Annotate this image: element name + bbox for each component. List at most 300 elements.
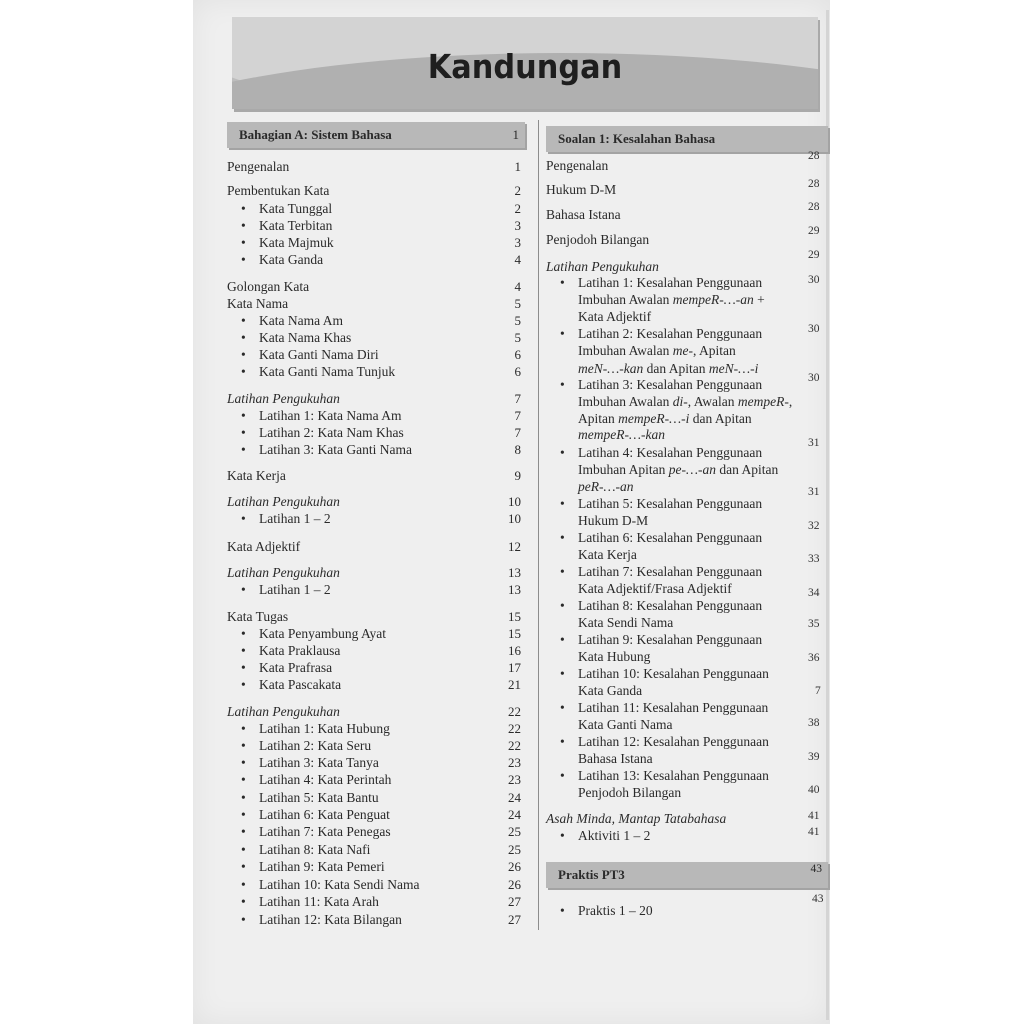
toc-entry-page: 2 — [514, 201, 521, 216]
toc-entry-label — [241, 659, 332, 676]
section-header-page: 43 — [810, 863, 822, 875]
toc-entry-page: 3 — [514, 218, 521, 233]
toc-entry-label — [241, 876, 419, 893]
toc-entry — [227, 467, 525, 484]
toc-entry-label — [241, 441, 412, 458]
entry-text: Latihan 3: Kata Tanya — [259, 755, 379, 770]
toc-entry — [227, 234, 525, 251]
entry-text: Kata Ganda — [578, 683, 643, 698]
toc-entry-page: 23 — [508, 755, 521, 770]
toc-entry-label — [241, 234, 334, 251]
toc-entry — [227, 510, 525, 527]
entry-text: Latihan Pengukuhan — [227, 704, 340, 719]
toc-entry — [227, 329, 525, 346]
toc-entry — [546, 810, 826, 827]
toc-entry-page: 30 — [808, 323, 820, 335]
entry-text: Bahasa Istana — [546, 207, 621, 222]
toc-entry — [546, 767, 826, 784]
toc-entry-page: 26 — [508, 859, 521, 874]
entry-text: Kata Nama Khas — [259, 330, 352, 345]
toc-entry-page: 23 — [508, 772, 521, 787]
entry-text: Latihan 6: Kesalahan Penggunaan — [578, 530, 763, 545]
toc-entry — [227, 312, 525, 329]
entry-text: Imbuhan Apitan — [578, 462, 669, 477]
toc-entry-label — [578, 716, 672, 733]
entry-text: Latihan 5: Kata Bantu — [259, 790, 379, 805]
toc-entry-page: 32 — [808, 520, 820, 532]
entry-affix: mempeR- — [737, 394, 789, 409]
toc-entry — [227, 424, 525, 441]
toc-entry-label — [560, 699, 768, 716]
toc-entry — [546, 682, 826, 699]
toc-entry-label — [241, 823, 391, 840]
toc-entry — [227, 295, 525, 312]
toc-entry-label — [241, 737, 371, 754]
toc-entry-label — [241, 911, 402, 928]
toc-entry-label — [241, 581, 331, 598]
toc-entry-label — [578, 291, 765, 308]
toc-entry — [227, 858, 525, 875]
toc-entry-page: 13 — [508, 582, 521, 597]
entry-text: Kata Ganti Nama Tunjuk — [259, 364, 396, 379]
toc-entry-label — [560, 563, 762, 580]
toc-entry-page: 15 — [508, 626, 521, 641]
toc-entry — [546, 393, 826, 410]
entry-text: Kata Sendi Nama — [578, 615, 674, 630]
toc-entry-page: 1 — [514, 159, 521, 174]
entry-text: Kata Ganti Nama Diri — [259, 347, 379, 362]
entry-text: Pengenalan — [546, 158, 609, 173]
toc-entry-label — [241, 841, 370, 858]
toc-entry — [227, 676, 525, 693]
entry-affix: pe-…-an — [668, 462, 716, 477]
toc-entry-page: 31 — [808, 486, 820, 498]
toc-entry — [227, 441, 525, 458]
toc-entry-label — [546, 810, 726, 827]
entry-text: Latihan 2: Kesalahan Penggunaan — [578, 326, 763, 341]
toc-entry — [227, 363, 525, 380]
toc-entry-label — [560, 902, 653, 919]
toc-entry-label — [227, 703, 340, 720]
toc-entry — [546, 342, 826, 359]
toc-entry-label — [241, 200, 332, 217]
toc-entry-label — [241, 720, 390, 737]
toc-entry — [546, 461, 826, 478]
toc-entry-page: 22 — [508, 721, 521, 736]
toc-entry — [546, 631, 826, 648]
toc-entry — [546, 495, 826, 512]
entry-text: dan Apitan — [643, 361, 709, 376]
toc-entry — [227, 841, 525, 858]
toc-entry-page: 28 — [808, 150, 820, 162]
entry-text: Latihan 8: Kesalahan Penggunaan — [578, 598, 763, 613]
toc-entry — [227, 608, 525, 625]
toc-entry — [227, 278, 525, 295]
entry-text: Kata Terbitan — [259, 218, 333, 233]
toc-entry-page: 15 — [508, 609, 521, 624]
toc-entry-page: 7 — [514, 391, 521, 406]
entry-text: Latihan 1 – 2 — [259, 582, 331, 597]
toc-entry-page: 43 — [812, 893, 824, 905]
toc-entry — [546, 376, 826, 393]
entry-text: Asah Minda, Mantap Tatabahasa — [546, 811, 727, 826]
entry-text: Imbuhan Awalan — [578, 394, 673, 409]
entry-text: Kata Nama — [227, 296, 289, 311]
entry-affix: meN-…-kan — [578, 361, 644, 376]
entry-text: Kata Adjektif — [578, 309, 652, 324]
toc-entry-label — [227, 564, 340, 581]
section-header-bahagian-a — [227, 122, 525, 148]
toc-entry-page: 7 — [815, 685, 821, 697]
toc-entry-page: 29 — [808, 249, 820, 261]
toc-entry — [227, 182, 525, 199]
entry-text: Kata Nama Am — [259, 313, 343, 328]
entry-text: Kata Ganda — [259, 252, 324, 267]
toc-entry-label — [578, 393, 792, 410]
entry-text: Kata Prafrasa — [259, 660, 333, 675]
toc-entry-page: 21 — [508, 677, 521, 692]
toc-entry — [546, 750, 826, 767]
entry-text: Latihan 9: Kata Pemeri — [259, 859, 385, 874]
toc-entry — [546, 274, 826, 291]
toc-entry-label — [241, 510, 331, 527]
toc-entry — [227, 251, 525, 268]
toc-entry — [546, 827, 826, 844]
toc-entry — [227, 703, 525, 720]
toc-entry — [546, 699, 826, 716]
entry-text: Latihan 1: Kesalahan Penggunaan — [578, 275, 763, 290]
toc-entry-page: 7 — [514, 408, 521, 423]
entry-text: Penjodoh Bilangan — [546, 232, 650, 247]
entry-affix: mempeR-…-i — [618, 411, 690, 426]
entry-affix: me- — [672, 343, 693, 358]
section-header-label: Soalan 1: Kesalahan Bahasa — [558, 131, 716, 146]
toc-entry — [227, 217, 525, 234]
toc-entry-label — [241, 893, 379, 910]
toc-entry-label — [241, 789, 379, 806]
entry-text: , Apitan — [693, 343, 736, 358]
entry-text: Kata Praklausa — [259, 643, 341, 658]
toc-entry-page: 25 — [508, 842, 521, 857]
toc-entry-page: 22 — [508, 738, 521, 753]
toc-entry-label — [241, 407, 401, 424]
toc-entry — [546, 157, 826, 174]
toc-entry-label — [241, 771, 391, 788]
toc-entry-label — [227, 278, 309, 295]
toc-entry-label — [560, 529, 762, 546]
toc-entry-label — [227, 158, 289, 175]
toc-entry-label — [227, 608, 288, 625]
toc-entry-label — [578, 750, 653, 767]
toc-entry-label — [578, 360, 758, 377]
toc-entry — [227, 771, 525, 788]
toc-entry-page: 17 — [508, 660, 521, 675]
toc-entry — [227, 200, 525, 217]
entry-text: Latihan 10: Kata Sendi Nama — [259, 877, 420, 892]
entry-affix: meN-…-i — [708, 361, 759, 376]
toc-entry-label — [241, 858, 385, 875]
toc-entry-page: 33 — [808, 553, 820, 565]
toc-entry-page: 24 — [508, 790, 521, 805]
toc-entry — [546, 597, 826, 614]
toc-entry — [546, 258, 826, 275]
toc-entry-label — [578, 308, 651, 325]
toc-entry-label — [227, 493, 340, 510]
toc-entry-page: 16 — [508, 643, 521, 658]
toc-entry-page: 5 — [514, 296, 521, 311]
toc-entry-label — [578, 478, 633, 495]
toc-entry — [227, 407, 525, 424]
entry-text: Latihan 7: Kata Penegas — [259, 824, 391, 839]
toc-entry-label — [241, 346, 379, 363]
entry-text: Latihan 5: Kesalahan Penggunaan — [578, 496, 763, 511]
toc-entry — [546, 512, 826, 529]
toc-entry — [227, 346, 525, 363]
toc-entry-label — [578, 410, 752, 427]
toc-entry — [546, 529, 826, 546]
entry-text: Latihan 1 – 2 — [259, 511, 331, 526]
entry-text: Latihan Pengukuhan — [227, 494, 340, 509]
toc-entry-label — [560, 665, 769, 682]
toc-entry-page: 7 — [514, 425, 521, 440]
section-header-praktis-pt3 — [546, 862, 828, 888]
toc-entry — [546, 426, 826, 443]
toc-entry-label — [560, 274, 762, 291]
entry-text: Latihan 2: Kata Nam Khas — [259, 425, 404, 440]
toc-entry-page: 38 — [808, 717, 820, 729]
toc-entry-page: 26 — [508, 877, 521, 892]
entry-text: Golongan Kata — [227, 279, 310, 294]
section-header-label: Praktis PT3 — [558, 867, 625, 882]
toc-entry-page: 27 — [508, 894, 521, 909]
toc-entry-label — [241, 312, 343, 329]
toc-entry — [227, 720, 525, 737]
toc-entry — [546, 784, 826, 801]
toc-entry — [227, 390, 525, 407]
toc-entry-label — [241, 625, 386, 642]
toc-entry — [227, 158, 525, 175]
toc-entry — [546, 902, 826, 919]
entry-text: Latihan 9: Kesalahan Penggunaan — [578, 632, 763, 647]
toc-entry — [546, 546, 826, 563]
toc-entry-page: 27 — [508, 912, 521, 927]
entry-text: Imbuhan Awalan — [578, 292, 673, 307]
toc-entry-label — [546, 258, 659, 275]
toc-entry-label — [578, 512, 648, 529]
column-divider — [538, 120, 539, 930]
toc-entry-label — [560, 325, 762, 342]
toc-entry-page: 25 — [508, 824, 521, 839]
toc-entry-page: 40 — [808, 784, 820, 796]
entry-text: Latihan 12: Kata Bilangan — [259, 912, 402, 927]
entry-text: Latihan 11: Kesalahan Penggunaan — [578, 700, 769, 715]
entry-text: Hukum D-M — [546, 182, 617, 197]
section-header-label: Bahagian A: Sistem Bahasa — [239, 127, 392, 142]
entry-text: , — [788, 394, 793, 409]
toc-entry — [546, 410, 826, 427]
toc-entry-label — [241, 217, 332, 234]
toc-entry-label — [241, 642, 340, 659]
entry-text: Latihan 2: Kata Seru — [259, 738, 372, 753]
toc-entry-label — [227, 295, 288, 312]
toc-entry-page: 34 — [808, 587, 820, 599]
toc-entry — [546, 231, 826, 248]
entry-affix: peR-…-an — [578, 479, 634, 494]
toc-entry-label — [560, 597, 762, 614]
toc-entry — [546, 291, 826, 308]
toc-entry-page: 30 — [808, 274, 820, 286]
toc-entry — [546, 648, 826, 665]
entry-text: Imbuhan Awalan — [578, 343, 673, 358]
entry-text: Kata Hubung — [578, 649, 651, 664]
toc-entry-page: 6 — [514, 347, 521, 362]
toc-entry-label — [560, 495, 762, 512]
toc-entry — [227, 581, 525, 598]
toc-entry — [546, 614, 826, 631]
entry-text: Apitan — [578, 411, 619, 426]
entry-affix: di- — [672, 394, 688, 409]
entry-text: Pembentukan Kata — [227, 183, 330, 198]
toc-entry-label — [578, 614, 673, 631]
toc-entry-label — [578, 682, 642, 699]
entry-text: Kata Adjektif/Frasa Adjektif — [578, 581, 732, 596]
entry-text: Latihan 1: Kata Hubung — [259, 721, 390, 736]
toc-entry-page: 3 — [514, 235, 521, 250]
toc-entry — [227, 911, 525, 928]
entry-text: Praktis 1 – 20 — [578, 903, 653, 918]
toc-entry — [227, 876, 525, 893]
toc-entry — [546, 360, 826, 377]
toc-entry-page: 9 — [514, 468, 521, 483]
toc-entry-label — [560, 631, 762, 648]
toc-entry-label — [560, 827, 650, 844]
toc-entry-label — [227, 467, 286, 484]
entry-text: Latihan 4: Kesalahan Penggunaan — [578, 445, 763, 460]
toc-entry-label — [546, 231, 649, 248]
entry-text: dan Apitan — [716, 462, 779, 477]
toc-entry — [546, 733, 826, 750]
entry-text: Kata Ganti Nama — [578, 717, 673, 732]
entry-text: Latihan Pengukuhan — [227, 391, 340, 406]
toc-entry-label — [227, 182, 329, 199]
toc-entry — [227, 538, 525, 555]
toc-entry-label — [560, 444, 762, 461]
toc-entry-page: 10 — [508, 494, 521, 509]
toc-entry — [546, 325, 826, 342]
entry-text: Kata Kerja — [227, 468, 286, 483]
toc-entry-page: 4 — [514, 252, 521, 267]
toc-entry — [227, 789, 525, 806]
toc-entry-page: 2 — [514, 183, 521, 198]
toc-entry-page: 12 — [508, 539, 521, 554]
toc-entry-label — [560, 767, 769, 784]
toc-entry-page: 10 — [508, 511, 521, 526]
toc-entry-label — [578, 426, 665, 443]
toc-entry-label — [241, 676, 341, 693]
toc-entry-label — [241, 363, 395, 380]
toc-entry-label — [578, 580, 732, 597]
toc-entry-label — [241, 754, 379, 771]
toc-entry — [546, 716, 826, 733]
toc-entry — [546, 206, 826, 223]
toc-entry — [227, 737, 525, 754]
section-header-page: 1 — [512, 127, 519, 142]
entry-text: Latihan Pengukuhan — [227, 565, 340, 580]
entry-text: Latihan 12: Kesalahan Penggunaan — [578, 734, 769, 749]
toc-entry-page: 35 — [808, 618, 820, 630]
toc-entry-label — [546, 157, 608, 174]
toc-entry-label — [578, 648, 650, 665]
entry-text: Kata Tugas — [227, 609, 289, 624]
toc-entry-page: 22 — [508, 704, 521, 719]
toc-entry — [227, 806, 525, 823]
toc-entry-page: 28 — [808, 178, 820, 190]
entry-text: Latihan 4: Kata Perintah — [259, 772, 392, 787]
toc-entry — [546, 478, 826, 495]
page-title: Kandungan — [427, 47, 623, 86]
toc-entry — [227, 564, 525, 581]
entry-affix: mempeR-…-kan — [578, 427, 665, 442]
entry-text: Kata Kerja — [578, 547, 637, 562]
entry-text: Latihan 8: Kata Nafi — [259, 842, 371, 857]
entry-affix: mempeR-…-an — [672, 292, 754, 307]
toc-entry-label — [241, 806, 390, 823]
toc-entry-page: 29 — [808, 225, 820, 237]
toc-entry-label — [578, 546, 637, 563]
entry-text: dan Apitan — [689, 411, 752, 426]
toc-entry-label — [546, 206, 621, 223]
entry-text: Latihan 10: Kesalahan Penggunaan — [578, 666, 769, 681]
toc-entry — [546, 308, 826, 325]
toc-entry — [227, 823, 525, 840]
toc-entry — [546, 665, 826, 682]
toc-entry — [546, 181, 826, 198]
entry-text: Pengenalan — [227, 159, 290, 174]
entry-text: Latihan 13: Kesalahan Penggunaan — [578, 768, 769, 783]
toc-entry — [546, 444, 826, 461]
toc-entry-label — [578, 461, 778, 478]
toc-entry — [227, 625, 525, 642]
entry-text: Latihan Pengukuhan — [546, 259, 659, 274]
toc-entry-page: 6 — [514, 364, 521, 379]
toc-entry-label — [241, 329, 351, 346]
entry-text: Latihan 7: Kesalahan Penggunaan — [578, 564, 763, 579]
toc-entry-label — [227, 538, 300, 555]
entry-text: Bahasa Istana — [578, 751, 653, 766]
toc-entry — [546, 580, 826, 597]
toc-entry-page: 36 — [808, 652, 820, 664]
toc-entry-page: 5 — [514, 330, 521, 345]
toc-entry-label — [560, 376, 762, 393]
entry-text: Latihan 1: Kata Nama Am — [259, 408, 402, 423]
entry-text: , Awalan — [687, 394, 738, 409]
toc-entry-page: 31 — [808, 437, 820, 449]
toc-entry-page: 5 — [514, 313, 521, 328]
toc-entry — [227, 493, 525, 510]
toc-entry-label — [560, 733, 769, 750]
entry-text: Latihan 11: Kata Arah — [259, 894, 379, 909]
entry-text: Aktiviti 1 – 2 — [578, 828, 651, 843]
toc-entry — [546, 563, 826, 580]
entry-text: Latihan 6: Kata Penguat — [259, 807, 390, 822]
toc-entry-label — [578, 342, 736, 359]
toc-entry-page: 4 — [514, 279, 521, 294]
toc-entry-page: 24 — [508, 807, 521, 822]
toc-entry — [227, 659, 525, 676]
entry-text: Hukum D-M — [578, 513, 649, 528]
toc-entry-label — [241, 424, 404, 441]
entry-text: Kata Penyambung Ayat — [259, 626, 386, 641]
